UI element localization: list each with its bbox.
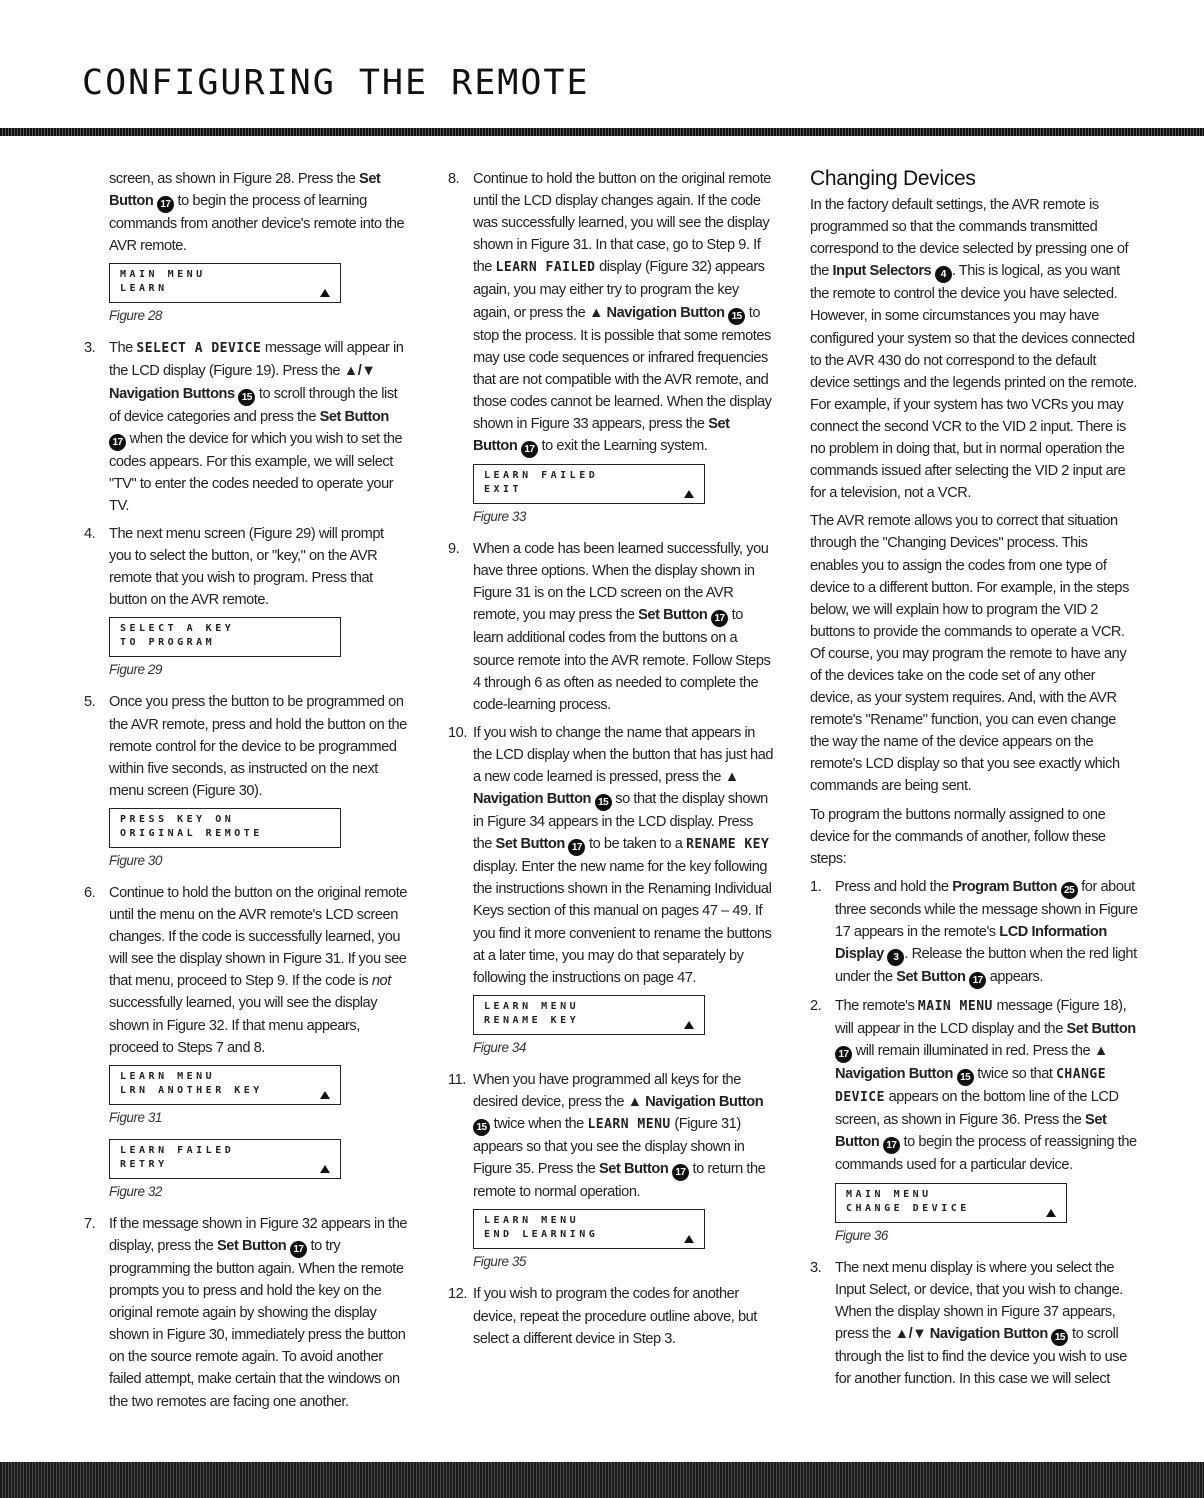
step-number: 5. [84,694,96,711]
lcd-line: SELECT A KEY [120,623,235,635]
lcd-line: LEARN [120,283,168,295]
step-number: 1. [810,878,822,895]
callout-15-icon: 15 [728,308,745,325]
text-run: to begin the process of learning commands from another device's remote into the AVR remote. [109,193,405,255]
bold-term: ▲ Navigation Button [835,1043,1108,1083]
lcd-display [109,1065,341,1105]
step-text [109,694,407,798]
page-title: CONFIGURING THE REMOTE [82,63,590,103]
bold-term: Set Button [638,607,708,624]
bold-term: ▲/▼ Navigation Buttons [109,363,376,402]
bold-term: Set Button [109,171,381,210]
callout-17-icon: 17 [711,610,728,627]
callout-17-icon: 17 [835,1046,852,1063]
step-number: 3. [810,1259,822,1276]
step-number: 4. [84,525,96,542]
lcd-display [109,617,341,657]
figure-caption: Figure 34 [473,1039,526,1055]
lcd-display [473,1209,705,1249]
lcd-display [109,808,341,848]
text-run: When a code has been learned successfully, you have three options. When the display shown in Figure 31 is on the LCD screen on the AVR remote, you may press the [473,541,769,624]
up-arrow-icon [320,1165,330,1173]
lcd-line: LEARN FAILED [484,470,599,482]
step-10 [448,722,774,989]
step-text [835,879,1138,985]
header-rule [0,128,1204,136]
step-number: 7. [84,1215,96,1232]
step-text [835,998,1137,1173]
column-3 [810,168,1138,1396]
callout-17-icon: 17 [672,1164,689,1181]
bold-term: ▲ Navigation Button [588,304,725,321]
section-title: Changing Devices [810,167,976,190]
step-11 [448,1069,774,1203]
lcd-line: CHANGE DEVICE [846,1202,970,1214]
text-run: to begin the process of reassigning the commands used for a particular device. [835,1134,1137,1174]
callout-17-icon: 17 [568,839,585,856]
lcd-display [473,464,705,504]
figure-caption: Figure 36 [835,1227,888,1243]
bold-term: Set Button [1066,1021,1136,1038]
up-arrow-icon [684,1021,694,1029]
up-arrow-icon [1046,1209,1056,1217]
text-run: to scroll through the list of device categories and press the [109,385,398,425]
lcd-display [473,995,705,1035]
step-number: 10. [448,724,467,741]
step-text [109,526,384,608]
text-run: appears. [986,969,1043,985]
text-run: The next menu screen (Figure 29) will prompt you to select the button, or "key," on the AVR remote that you wish to program. Press that button on the AVR remote. [109,525,384,609]
step-1 [810,876,1138,989]
lcd-line: RENAME KEY [484,1014,580,1026]
text-run: The next menu display is where you select the Input Select, or device, that you wish to change. When the display shown in Figure 37 appears, press the [835,1259,1123,1342]
figure-36 [835,1183,1138,1247]
step-number: 2. [810,998,822,1014]
text-run: to try programming the button again. When the remote prompts you to press and hold the key on the original remote again by showing the display shown in Figure 30, immediately press the button on the source remote again. To avoid another failed attempt, make certain that the windows on the two remotes are facing one another. [109,1238,406,1410]
lcd-line: PRESS KEY ON [120,813,235,825]
figure-35 [473,1209,774,1273]
step-6 [84,882,408,1059]
text-run: message (Figure 18), will appear in the LCD display and the [835,998,1127,1038]
bold-term: LCD Information Display [835,923,1107,962]
bold-term: Input Selectors [832,263,932,280]
text-run: to learn additional codes from the buttons on a source remote into the AVR remote. Follow Steps 4 through 6 as often as needed to complete the code-learning process. [473,607,771,713]
step-3 [810,1257,1138,1390]
figure-caption: Figure 29 [109,662,162,678]
bold-term: Set Button [599,1161,669,1178]
lcd-line: LEARN FAILED [120,1144,235,1156]
text-run: If you wish to program the codes for another device, repeat the procedure outline above, but select a different device in Step 3. [473,1286,757,1347]
step-text [109,340,403,513]
emphasis: not [371,973,391,990]
figure-30 [109,808,408,872]
callout-4-icon: 4 [935,266,952,283]
lcd-line: ORIGINAL REMOTE [120,827,263,839]
column-1 [84,168,408,1419]
figure-28 [109,263,408,327]
text-run [591,791,595,807]
footer-bar [0,1462,1204,1498]
step-text [473,725,773,986]
text-run: to be taken to a [585,836,687,853]
step-text [473,1072,765,1200]
step-5 [84,691,408,801]
figure-33 [473,464,774,528]
text-run: . This is logical, as you want the remote to control the device you have selected. However, in some circumstances you may have configured your system so that the devices connected to the AVR 430 do not correspond to the default device settings and the legends printed on the remote. For example, if your system has two VCRs you may connect the second VCR to the VID 2 input. There is no problem in doing that, but in normal operation the commands issued after selecting the VID 2 input are for a television, not a VCR. [810,263,1137,502]
text-run: to stop the process. It is possible that some remotes may use code sequences or infrared frequencies that are not compatible with the AVR remote, and those codes cannot be learned. When the display shown in Figure 33 appears, press the [473,304,772,432]
col3-para-3 [810,804,1138,870]
step-text [473,1286,757,1346]
callout-15-icon: 15 [957,1069,974,1086]
lcd-display [109,1139,341,1179]
lcd-display [109,263,341,303]
text-run: to return the remote to normal operation. [473,1161,766,1201]
up-arrow-icon [320,289,330,297]
step-text [473,541,770,713]
text-run: to exit the Learning system. [537,438,708,455]
text-run: twice when the [490,1116,588,1133]
figure-caption: Figure 35 [473,1254,526,1270]
col3-para-1 [810,194,1138,504]
col1-intro [109,168,408,257]
callout-17-icon: 17 [290,1241,307,1258]
bold-term: Set Button [896,969,966,985]
step-2 [810,995,1138,1177]
lcd-line: LRN ANOTHER KEY [120,1084,263,1096]
lcd-message: RENAME KEY [686,837,770,853]
text-run: to scroll through the list to find the device you wish to use for another function. In this case we will select [835,1325,1127,1388]
lcd-message: SELECT A DEVICE [136,341,262,357]
callout-17-icon: 17 [521,441,538,458]
bold-term: ▲ Navigation Button [473,768,739,808]
lcd-line: TO PROGRAM [120,637,216,649]
text-run: . Release the button when the red light under the [835,946,1137,985]
text-run: If you wish to change the name that appears in the LCD display when the button that has just had a new code learned is pressed, press the [473,724,774,785]
bold-term: ▲ Navigation Button [627,1094,764,1110]
lcd-line: LEARN MENU [120,1070,216,1082]
text-run: twice so that [973,1066,1057,1083]
column-2 [448,168,774,1356]
step-12 [448,1283,774,1349]
figure-caption: Figure 28 [109,308,162,324]
figure-31 [109,1065,408,1129]
lcd-message: LEARN FAILED [495,260,596,276]
lcd-message: LEARN MENU [587,1117,671,1133]
lcd-message: MAIN MENU [917,999,993,1014]
step-7 [84,1213,408,1413]
text-run: (Figure 31) appears so that you see the display shown in Figure 35. Press the [473,1116,745,1178]
figure-34 [473,995,774,1059]
step-number: 3. [84,340,96,357]
callout-15-icon: 15 [473,1119,490,1136]
figure-caption: Figure 31 [109,1109,162,1125]
text-run: so that the display shown in Figure 34 appears in the LCD display. Press the [473,791,768,853]
text-run: Continue to hold the button on the original remote until the menu on the AVR remote's LCD screen changes. If the code is successfully learned, you will see the display shown in Figure 31. If you see that menu, proceed to Step 9. If the code is [109,884,407,990]
text-run: The remote's [835,998,918,1014]
step-3 [84,337,408,517]
lcd-line: MAIN MENU [846,1188,932,1200]
callout-17-icon: 17 [969,972,986,989]
bold-term: Set Button [473,415,730,455]
text-run: successfully learned, you will see the display shown in Figure 32. If that menu appears, proceed to Steps 7 and 8. [109,995,378,1056]
text-run: display (Figure 32) appears again, you may either try to program the key again, or press the [473,259,765,321]
bold-term: ▲/▼ Navigation Button [894,1325,1048,1342]
callout-15-icon: 15 [1051,1329,1068,1346]
text-run: When you have programmed all keys for the desired device, press the [473,1071,741,1110]
callout-17-icon: 17 [157,196,174,213]
callout-25-icon: 25 [1061,882,1078,899]
lcd-line: MAIN MENU [120,269,206,281]
text-run: message will appear in the LCD display (Figure 19). Press the [109,340,404,380]
text-run: The [109,340,137,357]
figure-caption: Figure 33 [473,509,526,525]
text-run: Continue to hold the button on the original remote until the LCD display changes again. If the code was successfully learned, you will see the display shown in Figure 31. In that case, go to Step 9. If the [473,171,771,276]
text-run: will remain illuminated in red. Press the [852,1043,1094,1060]
callout-3-icon: 3 [887,949,904,966]
up-arrow-icon [684,1235,694,1243]
step-number: 11. [448,1071,466,1088]
callout-17-icon: 17 [109,434,126,451]
figure-caption: Figure 32 [109,1183,162,1199]
lcd-line: END LEARNING [484,1229,599,1241]
text-run: appears on the bottom line of the LCD screen, as shown in Figure 36. Press the [835,1089,1119,1129]
text-run: display. Enter the new name for the key following the instructions shown in the Renaming Individual Keys section of this manual on pages 47 – 49. If you find it more convenient to rename the buttons at a later time, you may do that separately by following the instructions on page 47. [473,859,772,986]
text-run: for about three seconds while the message shown in Figure 17 appears in the remote's [835,878,1138,940]
text-run: To program the buttons normally assigned to one device for the commands of another, follow these steps: [810,806,1106,867]
lcd-line: LEARN MENU [484,1000,580,1012]
step-number: 9. [448,541,460,558]
text-run: Press and hold the [835,878,953,895]
step-text [835,1260,1127,1387]
text-run [953,1066,957,1082]
text-run: If the message shown in Figure 32 appears in the display, press the [109,1215,408,1254]
figure-32 [109,1139,408,1203]
step-4 [84,523,408,611]
lcd-line: RETRY [120,1158,168,1170]
step-8 [448,168,774,458]
figure-caption: Figure 30 [109,852,162,868]
bold-term: Set Button [835,1112,1107,1151]
text-run: Once you press the button to be programmed on the AVR remote, press and hold the button on the remote control for the device to be programmed within five seconds, as instructed on the next menu screen (Figure 30). [109,694,407,799]
step-text [473,171,772,454]
text-run: The AVR remote allows you to correct that situation through the "Changing Devices" process. This enables you to assign the codes from one type of device to a different button. For example, in the steps below, we will explain how to program the VID 2 buttons to provide the commands to operate a VCR. Of course, you may program the remote to have any of the devices take on the code set of any other device, as your system requires. And, with the AVR remote's "Rename" function, you can even change the way the name of the device appears on the remote's LCD display so that you see exactly which commands are being sent. [810,513,1129,795]
lcd-line: LEARN MENU [484,1215,580,1227]
col3-para-2 [810,510,1138,797]
step-number: 6. [84,884,96,901]
up-arrow-icon [320,1091,330,1099]
text-run: In the factory default settings, the AVR remote is programmed so that the commands transmitted correspond to the device selected by pressing one of the [810,197,1129,280]
step-text [109,885,407,1056]
callout-15-icon: 15 [238,389,255,406]
lcd-line: EXIT [484,484,523,496]
up-arrow-icon [684,490,694,498]
text-run [1057,879,1061,895]
callout-17-icon: 17 [883,1137,900,1154]
step-9 [448,538,774,716]
lcd-display [835,1183,1067,1223]
text-run: when the device for which you wish to set the codes appears. For this example, we will select "TV" to enter the codes needed to operate your TV. [109,430,403,514]
bold-term: Program Button [952,878,1057,895]
bold-term: Set Button [217,1238,287,1254]
bold-term: Set Button [319,408,389,425]
step-text [109,1216,407,1410]
step-number: 12. [448,1286,467,1303]
step-number: 8. [448,171,460,187]
lcd-message: CHANGE DEVICE [835,1067,1107,1106]
callout-15-icon: 15 [595,794,612,811]
text-run: screen, as shown in Figure 28. Press the [109,171,360,187]
bold-term: Set Button [495,836,565,853]
figure-29 [109,617,408,681]
